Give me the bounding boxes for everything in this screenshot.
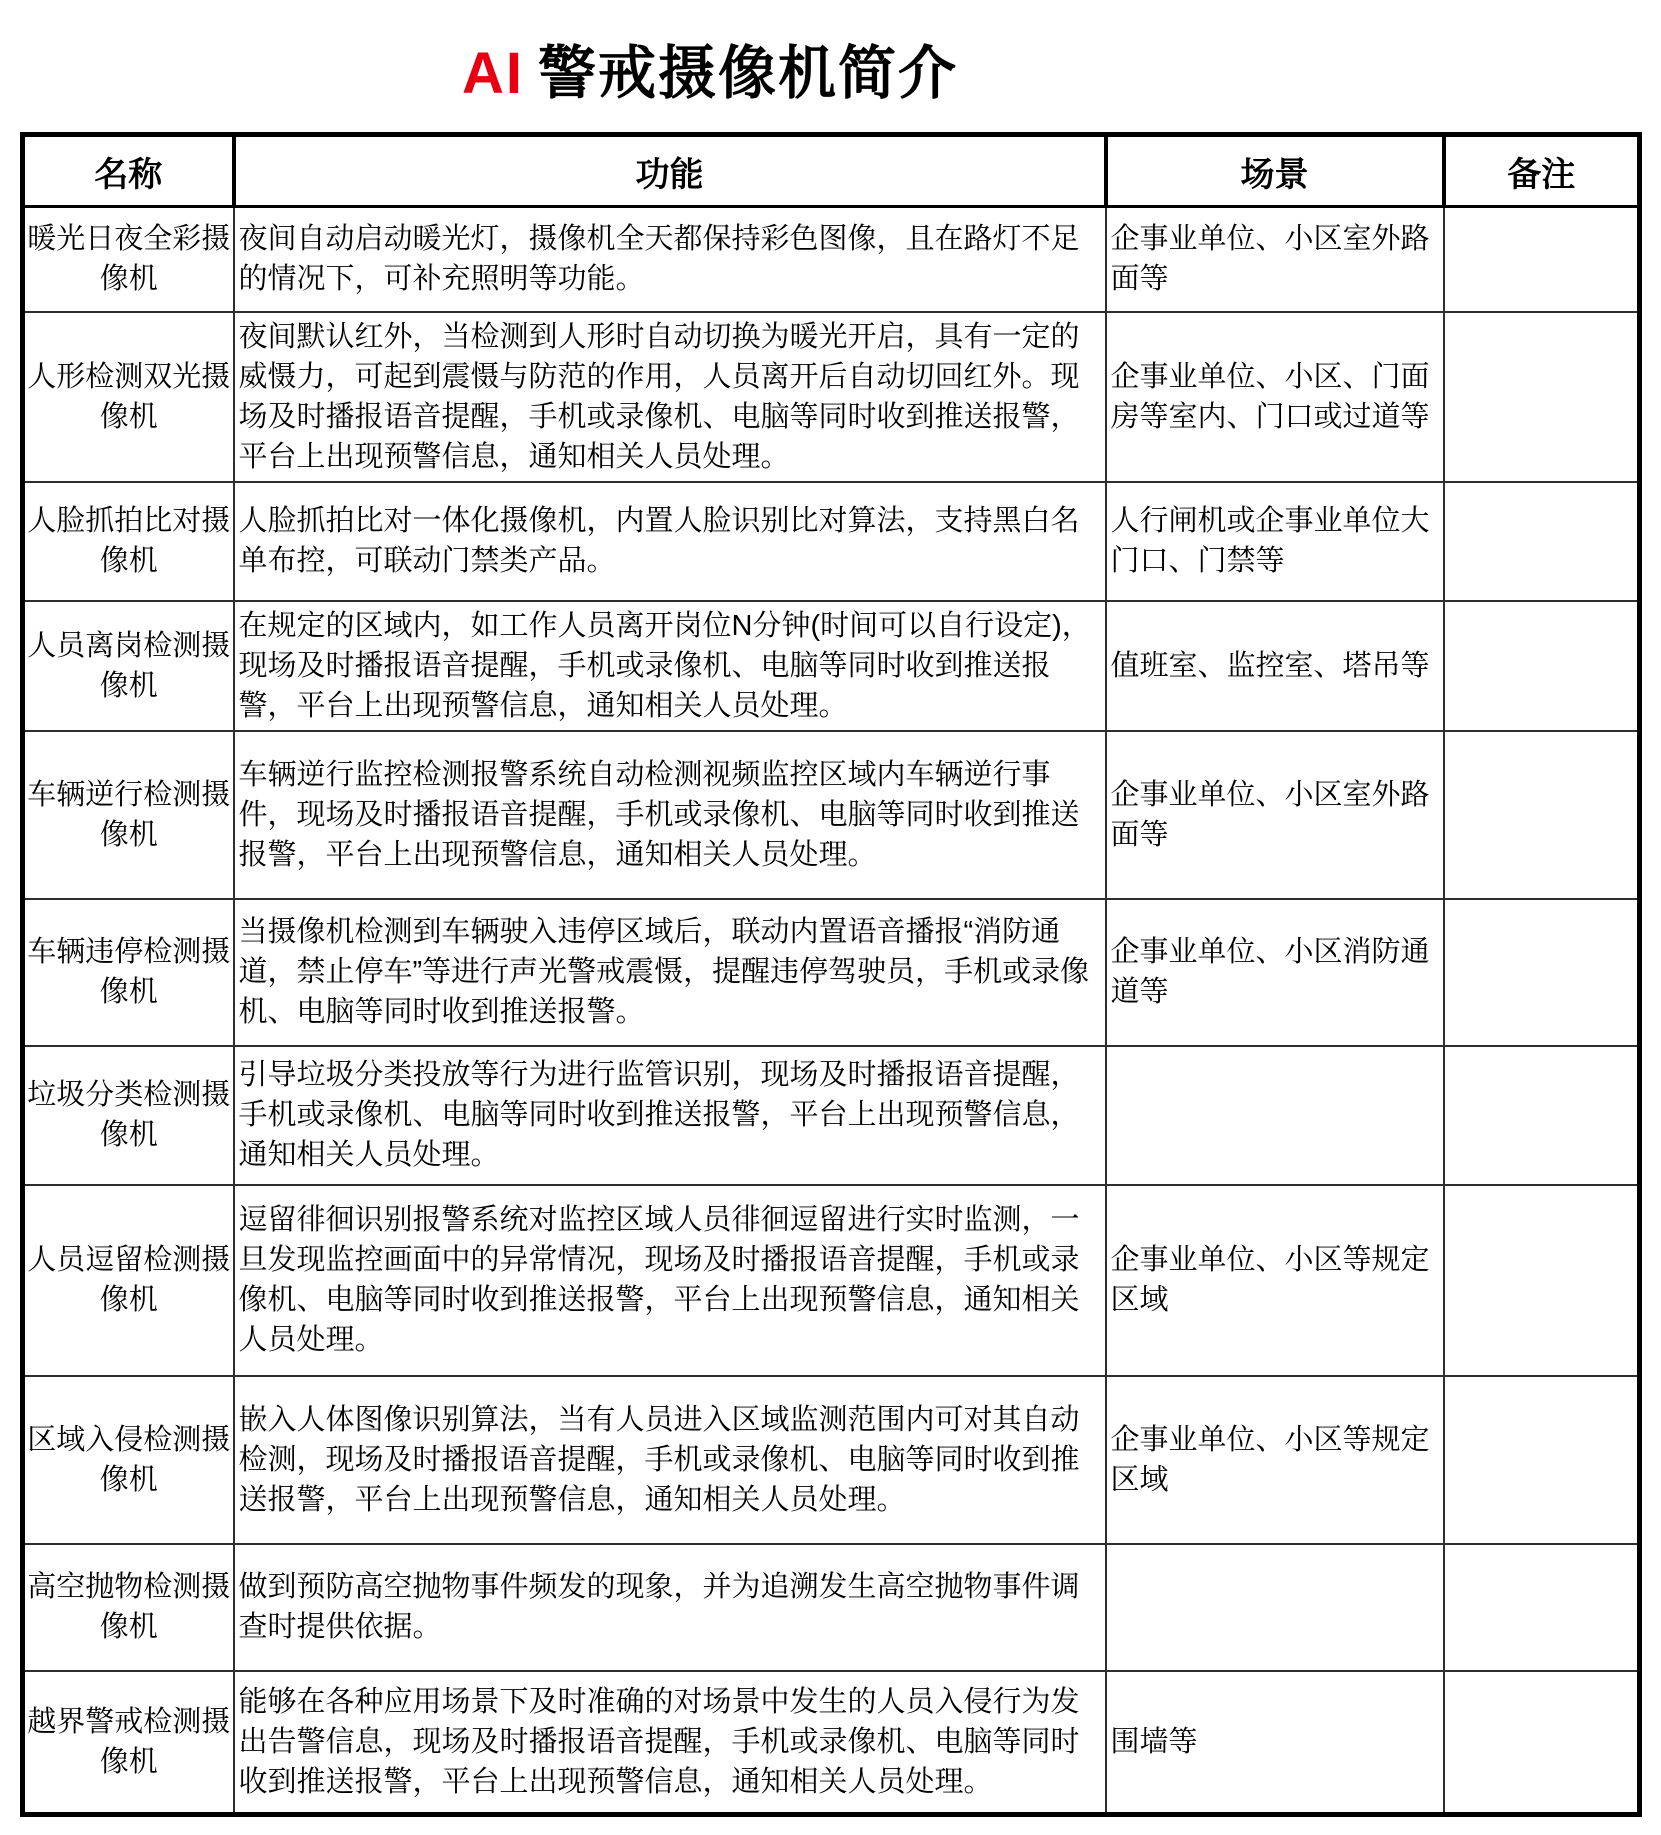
scene-cell: 企事业单位、小区室外路面等 <box>1106 207 1444 312</box>
table-row <box>23 1046 1640 1185</box>
name-cell: 车辆违停检测摄像机 <box>23 899 234 1046</box>
table-row <box>23 731 1640 899</box>
name-cell: 人形检测双光摄像机 <box>23 312 234 482</box>
name-cell: 车辆逆行检测摄像机 <box>23 731 234 899</box>
scene-cell: 企事业单位、小区消防通道等 <box>1106 899 1444 1046</box>
name-cell: 越界警戒检测摄像机 <box>23 1671 234 1815</box>
function-cell: 夜间默认红外，当检测到人形时自动切换为暖光开启，具有一定的威慑力，可起到震慑与防范的作用，人员离开后自动切回红外。现场及时播报语音提醒，手机或录像机、电脑等同时收到推送报警，平台上出现预警信息，通知相关人员处理。 <box>234 312 1106 482</box>
name-cell: 区域入侵检测摄像机 <box>23 1376 234 1544</box>
camera-intro-table <box>20 132 1642 1817</box>
scene-cell: 企事业单位、小区室外路面等 <box>1106 731 1444 899</box>
name-cell: 人员离岗检测摄像机 <box>23 601 234 731</box>
remark-cell <box>1444 482 1640 601</box>
remark-cell <box>1444 1185 1640 1376</box>
scene-cell <box>1106 1544 1444 1671</box>
scene-cell: 企事业单位、小区等规定区域 <box>1106 1185 1444 1376</box>
remark-cell <box>1444 1671 1640 1815</box>
table-row <box>23 1671 1640 1815</box>
scene-cell: 企事业单位、小区、门面房等室内、门口或过道等 <box>1106 312 1444 482</box>
scene-cell <box>1106 1046 1444 1185</box>
function-cell: 在规定的区域内，如工作人员离开岗位N分钟(时间可以自行设定)，现场及时播报语音提醒，手机或录像机、电脑等同时收到推送报警，平台上出现预警信息，通知相关人员处理。 <box>234 601 1106 731</box>
function-cell: 逗留徘徊识别报警系统对监控区域人员徘徊逗留进行实时监测，一旦发现监控画面中的异常情况，现场及时播报语音提醒，手机或录像机、电脑等同时收到推送报警，平台上出现预警信息，通知相关人员处理。 <box>234 1185 1106 1376</box>
scene-cell: 值班室、监控室、塔吊等 <box>1106 601 1444 731</box>
name-cell: 暖光日夜全彩摄像机 <box>23 207 234 312</box>
scene-cell: 围墙等 <box>1106 1671 1444 1815</box>
header-cell-remark: 备注 <box>1444 135 1640 207</box>
function-cell: 夜间自动启动暖光灯，摄像机全天都保持彩色图像，且在路灯不足的情况下，可补充照明等功能。 <box>234 207 1106 312</box>
function-cell: 嵌入人体图像识别算法，当有人员进入区域监测范围内可对其自动检测，现场及时播报语音提醒，手机或录像机、电脑等同时收到推送报警，平台上出现预警信息，通知相关人员处理。 <box>234 1376 1106 1544</box>
function-cell: 当摄像机检测到车辆驶入违停区域后，联动内置语音播报“消防通道，禁止停车”等进行声光警戒震慑，提醒违停驾驶员，手机或录像机、电脑等同时收到推送报警。 <box>234 899 1106 1046</box>
title-text: 警戒摄像机简介 <box>537 41 958 106</box>
table-row <box>23 601 1640 731</box>
table-row <box>23 1544 1640 1671</box>
remark-cell <box>1444 207 1640 312</box>
remark-cell <box>1444 731 1640 899</box>
function-cell: 车辆逆行监控检测报警系统自动检测视频监控区域内车辆逆行事件，现场及时播报语音提醒，手机或录像机、电脑等同时收到推送报警，平台上出现预警信息，通知相关人员处理。 <box>234 731 1106 899</box>
name-cell: 人脸抓拍比对摄像机 <box>23 482 234 601</box>
function-cell: 人脸抓拍比对一体化摄像机，内置人脸识别比对算法，支持黑白名单布控，可联动门禁类产品。 <box>234 482 1106 601</box>
remark-cell <box>1444 1046 1640 1185</box>
title-ai-prefix: AI <box>461 41 524 106</box>
scene-cell: 人行闸机或企事业单位大门口、门禁等 <box>1106 482 1444 601</box>
function-cell: 做到预防高空抛物事件频发的现象，并为追溯发生高空抛物事件调查时提供依据。 <box>234 1544 1106 1671</box>
header-cell-function: 功能 <box>234 135 1106 207</box>
table-row <box>23 1376 1640 1544</box>
remark-cell <box>1444 601 1640 731</box>
table-row <box>23 312 1640 482</box>
header-cell-name: 名称 <box>23 135 234 207</box>
remark-cell <box>1444 312 1640 482</box>
remark-cell <box>1444 1544 1640 1671</box>
table-row <box>23 1185 1640 1376</box>
remark-cell <box>1444 1376 1640 1544</box>
name-cell: 垃圾分类检测摄像机 <box>23 1046 234 1185</box>
scene-cell: 企事业单位、小区等规定区域 <box>1106 1376 1444 1544</box>
header-row <box>23 135 1640 207</box>
remark-cell <box>1444 899 1640 1046</box>
table-row <box>23 207 1640 312</box>
page-title <box>0 0 1420 132</box>
name-cell: 高空抛物检测摄像机 <box>23 1544 234 1671</box>
header-cell-scene: 场景 <box>1106 135 1444 207</box>
name-cell: 人员逗留检测摄像机 <box>23 1185 234 1376</box>
function-cell: 能够在各种应用场景下及时准确的对场景中发生的人员入侵行为发出告警信息，现场及时播报语音提醒，手机或录像机、电脑等同时收到推送报警，平台上出现预警信息，通知相关人员处理。 <box>234 1671 1106 1815</box>
function-cell: 引导垃圾分类投放等行为进行监管识别，现场及时播报语音提醒，手机或录像机、电脑等同时收到推送报警，平台上出现预警信息，通知相关人员处理。 <box>234 1046 1106 1185</box>
table-row <box>23 899 1640 1046</box>
table-row <box>23 482 1640 601</box>
